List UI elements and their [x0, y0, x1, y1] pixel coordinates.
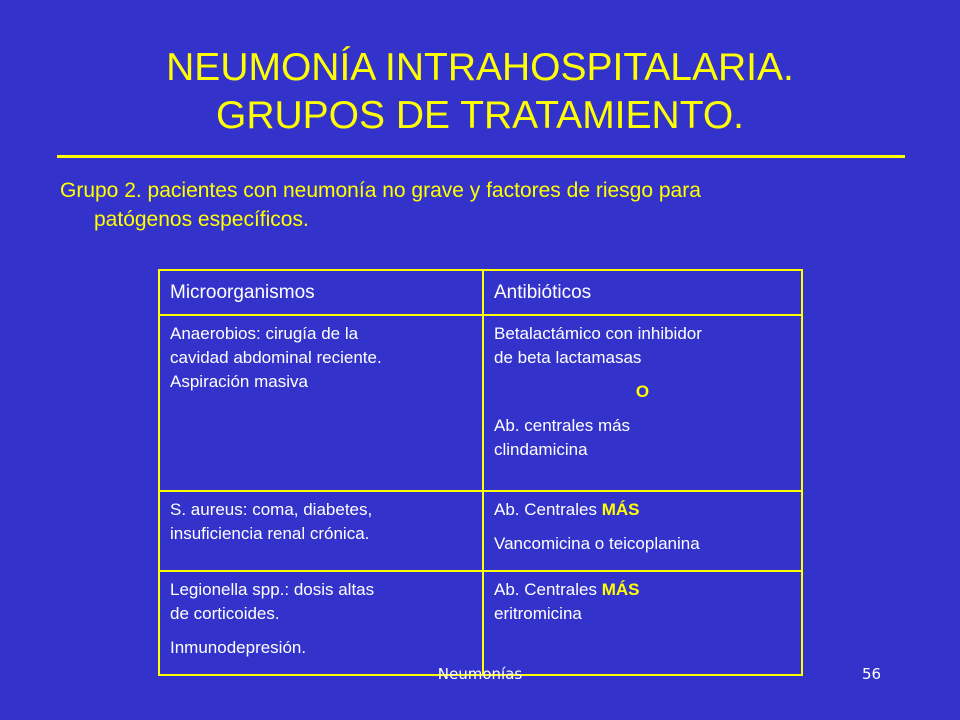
- title-divider: [57, 155, 905, 158]
- cell-line: clindamicina: [494, 440, 588, 459]
- cell-line: [494, 498, 791, 522]
- cell-line: de beta lactamasas: [494, 348, 642, 367]
- subtitle-line-1: Grupo 2. pacientes con neumonía no grave y factores de riesgo para: [60, 179, 701, 202]
- cell-line: Betalactámico con inhibidor: [494, 324, 702, 343]
- subtitle-line-2: patógenos específicos.: [94, 208, 309, 231]
- abx-prefix: Ab. Centrales: [494, 580, 602, 599]
- table-header-row: [159, 270, 802, 315]
- cell-line: insuficiencia renal crónica.: [170, 524, 370, 543]
- slide-subtitle: [60, 176, 920, 234]
- cell-line: Anaerobios: cirugía de la: [170, 324, 359, 343]
- or-separator: O: [635, 382, 650, 401]
- table-row: [159, 491, 802, 571]
- abx-cell: [483, 315, 802, 491]
- table-row: [159, 571, 802, 675]
- cell-line: Vancomicina o teicoplanina: [494, 534, 700, 553]
- page-number: 56: [862, 665, 882, 683]
- cell-line: S. aureus: coma, diabetes,: [170, 500, 373, 519]
- treatment-table: [158, 269, 803, 676]
- abx-prefix: Ab. Centrales: [494, 500, 602, 519]
- micro-cell: [159, 491, 483, 571]
- cell-line: Legionella spp.: dosis altas: [170, 580, 375, 599]
- abx-cell: [483, 491, 802, 571]
- cell-line: Inmunodepresión.: [170, 638, 307, 657]
- micro-cell: [159, 315, 483, 491]
- micro-cell: [159, 571, 483, 675]
- table-row: [159, 315, 802, 491]
- cell-line: eritromicina: [494, 604, 582, 623]
- header-microorganismos: Microorganismos: [159, 270, 483, 315]
- cell-line: Aspiración masiva: [170, 372, 308, 391]
- emphasis-mas: MÁS: [601, 500, 640, 519]
- title-line-1: NEUMONÍA INTRAHOSPITALARIA.: [166, 46, 794, 89]
- header-antibioticos: Antibióticos: [483, 270, 802, 315]
- cell-line: cavidad abdominal reciente.: [170, 348, 382, 367]
- cell-line: Ab. centrales más: [494, 416, 631, 435]
- slide-title: [40, 44, 920, 140]
- abx-cell: [483, 571, 802, 675]
- title-line-2: GRUPOS DE TRATAMIENTO.: [215, 94, 744, 137]
- emphasis-mas: MÁS: [601, 580, 640, 599]
- cell-line: [494, 578, 791, 602]
- footer-label: Neumonías: [437, 665, 523, 683]
- cell-line: de corticoides.: [170, 604, 280, 623]
